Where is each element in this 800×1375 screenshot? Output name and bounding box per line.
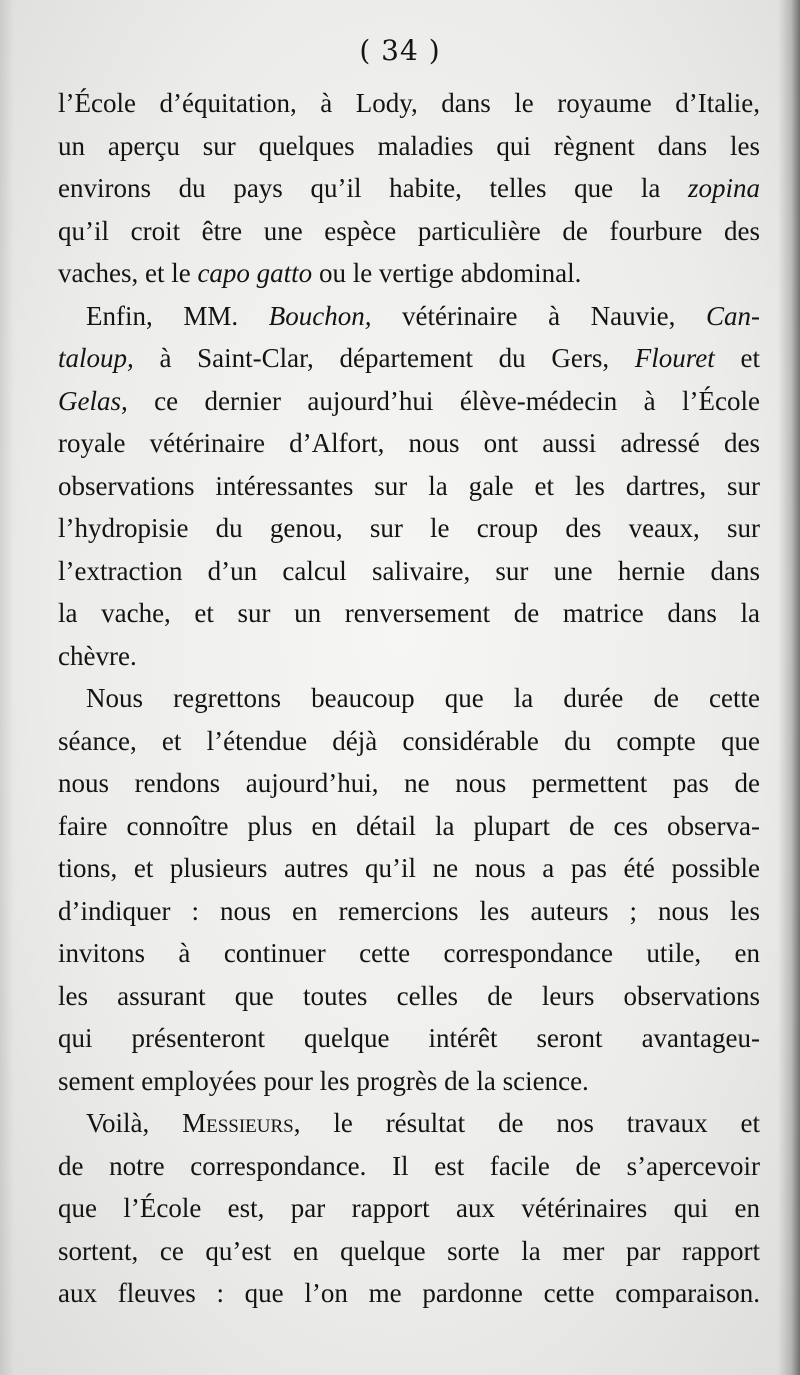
text-line xyxy=(58,125,760,168)
italic-text: Bouchon, xyxy=(268,300,372,331)
text-run: sement employées pour les progrès de la science. xyxy=(58,1065,589,1096)
text-line xyxy=(58,422,760,465)
text-run: qu’il croit être une espèce particulière de fourbure des xyxy=(58,215,760,246)
text-line xyxy=(58,847,760,890)
text-line xyxy=(58,465,760,508)
text-line xyxy=(58,507,760,550)
text-run: nous rendons aujourd’hui, ne nous permettent pas de xyxy=(58,768,760,798)
text-run: aux fleuves : que l’on me pardonne cette comparaison. xyxy=(58,1278,760,1308)
italic-text: zopina xyxy=(687,173,760,203)
text-line xyxy=(58,1060,760,1103)
text-line xyxy=(58,677,760,720)
italic-text: Gelas, xyxy=(58,385,128,416)
text-run: que l’École est, par rapport aux vétérinaires qui en xyxy=(58,1193,760,1223)
text-line xyxy=(58,890,760,933)
small-caps-text: Messieurs xyxy=(182,1108,294,1138)
text-line xyxy=(58,210,760,253)
text-run: sortent, ce qu’est en quelque sorte la mer par rapport xyxy=(58,1235,760,1266)
text-line xyxy=(58,720,760,763)
text-run: et xyxy=(714,343,760,373)
italic-text: Flouret xyxy=(634,343,715,373)
text-line xyxy=(58,82,760,125)
text-line xyxy=(58,592,760,635)
text-run: ce dernier aujourd’hui élève-médecin à l’École xyxy=(127,385,760,416)
text-line xyxy=(58,762,760,805)
text-run: invitons à continuer cette correspondance utile, en xyxy=(58,938,760,968)
text-run: d’indiquer : nous en remercions les auteurs ; nous les xyxy=(58,895,760,926)
text-line xyxy=(58,1272,760,1315)
text-run: vétérinaire à Nauvie, xyxy=(371,300,707,331)
text-run: la vache, et sur un renversement de matrice dans la xyxy=(58,598,760,628)
text-run: l’École d’équitation, à Lody, dans le royaume d’Italie, xyxy=(58,88,760,118)
text-run: à Saint-Clar, département du Gers, xyxy=(133,343,635,373)
text-run: faire connoître plus en détail la plupart de ces observa- xyxy=(58,810,760,841)
text-line xyxy=(58,550,760,593)
text-line xyxy=(58,975,760,1018)
text-run: , le résultat de nos travaux et xyxy=(293,1108,760,1138)
text-run: environs du pays qu’il habite, telles que la xyxy=(58,173,688,203)
text-line xyxy=(58,167,760,210)
text-line xyxy=(58,1187,760,1230)
page-number: ( 34 ) xyxy=(359,34,441,67)
text-run: séance, et l’étendue déjà considérable du compte que xyxy=(58,725,760,756)
text-run: qui présenteront quelque intérêt seront avantageu- xyxy=(58,1023,760,1053)
text-line xyxy=(58,635,760,678)
text-run: Enfin, MM. xyxy=(86,300,269,331)
text-line xyxy=(58,1230,760,1273)
text-line xyxy=(58,252,760,295)
text-run: royale vétérinaire d’Alfort, nous ont aussi adressé des xyxy=(58,428,760,458)
body-text xyxy=(58,82,760,1315)
italic-text: taloup, xyxy=(58,343,134,373)
text-run: Nous regrettons beaucoup que la durée de cette xyxy=(86,683,760,713)
text-run: un aperçu sur quelques maladies qui règnent dans les xyxy=(58,130,760,161)
text-run: Voilà, xyxy=(86,1108,183,1138)
text-line xyxy=(58,337,760,380)
text-run: les assurant que toutes celles de leurs observations xyxy=(58,980,760,1011)
text-run: de notre correspondance. Il est facile de s’apercevoir xyxy=(58,1150,760,1181)
text-run: l’extraction d’un calcul salivaire, sur une hernie dans xyxy=(58,555,760,586)
text-run: l’hydropisie du genou, sur le croup des veaux, sur xyxy=(58,513,760,543)
text-line xyxy=(58,295,760,338)
text-run: tions, et plusieurs autres qu’il ne nous a pas été possible xyxy=(58,853,760,883)
page-right-edge-shadow xyxy=(778,0,800,1375)
page-left-edge-shadow xyxy=(0,0,14,1375)
text-line xyxy=(58,805,760,848)
italic-text: Can- xyxy=(706,300,761,331)
text-run: chèvre. xyxy=(58,640,137,671)
text-run: vaches, et le xyxy=(58,258,198,288)
text-line xyxy=(58,1017,760,1060)
text-run: ou le vertige abdominal. xyxy=(312,258,582,288)
text-line xyxy=(58,932,760,975)
text-run: observations intéressantes sur la gale et les dartres, sur xyxy=(58,470,760,501)
text-line xyxy=(58,1102,760,1145)
italic-text: capo gatto xyxy=(197,258,313,288)
text-line xyxy=(58,380,760,423)
text-line xyxy=(58,1145,760,1188)
